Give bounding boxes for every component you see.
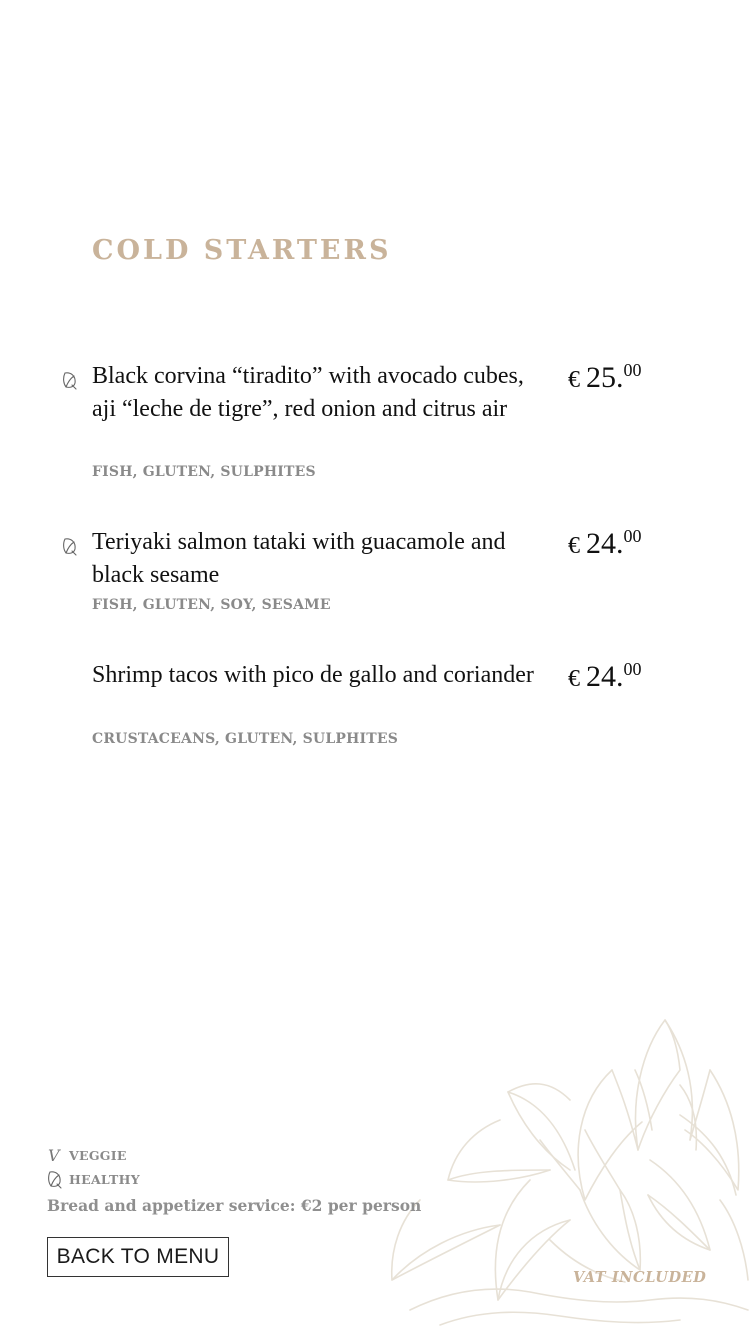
healthy-leaf-icon (62, 370, 78, 390)
dish-allergens: FISH, GLUTEN, SOY, SESAME (92, 597, 331, 613)
legend-veggie (47, 1143, 140, 1167)
vat-included-note: VAT INCLUDED (573, 1269, 707, 1286)
dish-name: Teriyaki salmon tataki with guacamole and black sesame (92, 529, 506, 588)
price-cents: 00 (623, 659, 642, 679)
price-currency: € (568, 533, 580, 559)
dish-price (568, 526, 642, 561)
price-whole: 24. (586, 527, 624, 560)
legend-veggie-label: VEGGIE (69, 1147, 127, 1163)
veggie-icon: V (48, 1145, 60, 1165)
price-currency: € (568, 666, 580, 692)
legend-healthy (47, 1167, 140, 1191)
price-whole: 25. (586, 361, 624, 394)
legend (47, 1143, 140, 1191)
dish-name: Black corvina “tiradito” with avocado cubes, aji “leche de tigre”, red onion and citrus air (92, 363, 524, 422)
dish-allergens: FISH, GLUTEN, SULPHITES (92, 464, 316, 480)
price-currency: € (568, 367, 580, 393)
dish-name: Shrimp tacos with pico de gallo and coriander (92, 662, 534, 688)
price-cents: 00 (623, 360, 642, 380)
bread-service-note: Bread and appetizer service: €2 per person (47, 1196, 422, 1215)
legend-healthy-label: HEALTHY (69, 1171, 140, 1187)
price-whole: 24. (586, 660, 624, 693)
dish-allergens: CRUSTACEANS, GLUTEN, SULPHITES (92, 731, 399, 747)
dish-price (568, 360, 642, 395)
healthy-leaf-icon (62, 536, 78, 556)
section-title: COLD STARTERS (92, 235, 392, 266)
healthy-leaf-icon (47, 1169, 63, 1189)
price-cents: 00 (623, 526, 642, 546)
dish-price (568, 659, 642, 694)
back-to-menu-button[interactable]: BACK TO MENU (47, 1237, 229, 1277)
